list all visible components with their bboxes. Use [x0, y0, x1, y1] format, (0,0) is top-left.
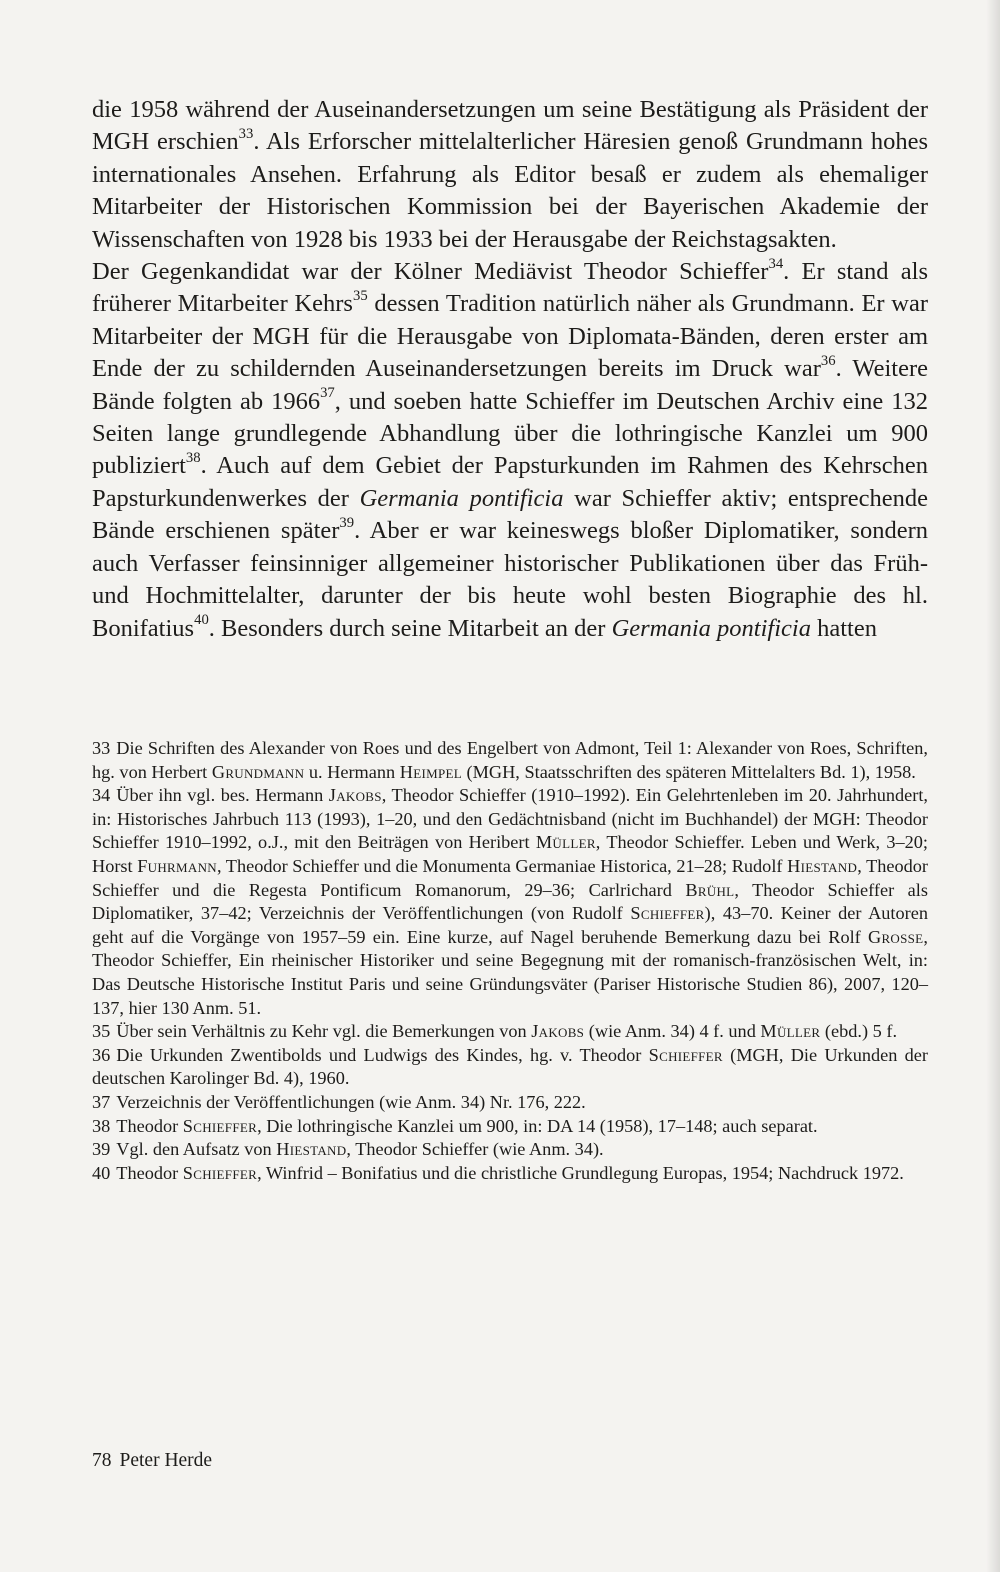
- footnote-ref-40[interactable]: 40: [194, 612, 209, 629]
- paragraph-1: die 1958 während der Auseinandersetzungen um seine Bestätigung als Präsident der MGH erschien$^{33}$. Als Erforscher mittelalterlicher Häresien genoß Grundmann hohes internationales Ansehen. Erfahrung als Editor besaß er zudem als ehemaliger Mitarbeiter der Historischen Kommission bei der Bayerischen Akademie der Wissenschaften von 1928 bis 1933 bei der Herausgabe der Reichstagsakten.: [92, 96, 928, 253]
- footnote-34: 34 Über ihn vgl. bes. Hermann Jakobs, Theodor Schieffer (1910–1992). Ein Gelehrtenleben im 20. Jahrhundert, in: Historisches Jahrbuch 113 (1993), 1–20, und den Gedächtnisband (nicht im Buchhandel) der MGH: Theodor Schieffer 1910–1992, o.J., mit den Beiträgen von Heribert Müller, Theodor Schieffer. Leben und Werk, 3–20; Horst Fuhrmann, Theodor Schieffer und die Monumenta Germaniae Historica, 21–28; Rudolf Hiestand, Theodor Schieffer und die Regesta Pontificum Romanorum, 29–36; Carlrichard Brühl, Theodor Schieffer als Diplomatiker, 37–42; Verzeichnis der Veröffentlichungen (von Rudolf Schieffer), 43–70. Keiner der Autoren geht auf die Vorgänge von 1957–59 ein. Eine kurze, auf Nagel beruhende Bemerkung dazu bei Rolf Grosse, Theodor Schieffer, Ein rheinischer Historiker und seine Begegnung mit der romanisch-französischen Welt, in: Das Deutsche Historische Institut Paris und seine Gründungsväter (Pariser Historische Studien 86), 2007, 120–137, hier 130 Anm. 51.: [92, 785, 929, 1018]
- italic-title: Germania pontificia: [359, 484, 564, 512]
- footnote-number: 40: [92, 1162, 111, 1183]
- footnote-40: 40 Theodor Schieffer, Winfrid – Bonifatius und die christliche Grundlegung Europas, 1954; Nachdruck 1972.: [92, 1162, 904, 1183]
- footnote-number: 33: [92, 738, 111, 758]
- footnote-ref-39[interactable]: 39: [339, 514, 355, 531]
- page-number: 78: [92, 1450, 112, 1471]
- footnote-ref-38[interactable]: 38: [185, 450, 201, 467]
- main-text: [92, 94, 928, 645]
- footnote-37: 37 Verzeichnis der Veröffentlichungen (wie Anm. 34) Nr. 176, 222.: [92, 1091, 586, 1112]
- footnote-number: 35: [92, 1021, 111, 1042]
- footnote-35: 35 Über sein Verhältnis zu Kehr vgl. die Bemerkungen von Jakobs (wie Anm. 34) 4 f. und Müller (ebd.) 5 f.: [92, 1021, 898, 1042]
- footnote-number: 37: [92, 1091, 111, 1112]
- footnote-33: 33 Die Schriften des Alexander von Roes und des Engelbert von Admont, Teil 1: Alexander von Roes, Schriften, hg. von Herbert Grundmann u. Hermann Heimpel (MGH, Staatsschriften des späteren Mittelalters Bd. 1), 1958.: [92, 738, 928, 782]
- footnote-ref-37[interactable]: 37: [320, 385, 335, 402]
- footnote-38: 38 Theodor Schieffer, Die lothringische Kanzlei um 900, in: DA 14 (1958), 17–148; auch separat.: [92, 1115, 818, 1136]
- page-edge-shadow: [986, 0, 1000, 1572]
- footnote-number: 38: [92, 1115, 111, 1136]
- footnote-ref-33[interactable]: 33: [238, 126, 254, 143]
- page-footer: [92, 1450, 212, 1472]
- footnote-39: 39 Vgl. den Aufsatz von Hiestand, Theodor Schieffer (wie Anm. 34).: [92, 1139, 604, 1160]
- footnote-number: 34: [92, 785, 111, 806]
- italic-title: Germania pontificia: [611, 614, 811, 642]
- footnote-36: 36 Die Urkunden Zwentibolds und Ludwigs des Kindes, hg. v. Theodor Schieffer (MGH, Die Urkunden der deutschen Karolinger Bd. 4), 1960.: [92, 1044, 928, 1089]
- footnote-ref-35[interactable]: 35: [352, 288, 368, 305]
- footnote-ref-34[interactable]: 34: [768, 255, 784, 272]
- footnote-ref-36[interactable]: 36: [820, 352, 836, 369]
- footnote-number: 39: [92, 1139, 111, 1160]
- footnote-number: 36: [92, 1044, 111, 1065]
- paragraph-2: Der Gegenkandidat war der Kölner Mediävist Theodor Schieffer$^{34}$. Er stand als früherer Mitarbeiter Kehrs$^{35}$ dessen Tradition natürlich näher als Grundmann. Er war Mitarbeiter der MGH für die Herausgabe von Diplomata-Bänden, deren erster am Ende der zu schildernden Auseinandersetzungen bereits im Druck war$^{36}$. Weitere Bände folgten ab 1966$^{37}$, und soeben hatte Schieffer im Deutschen Archiv eine 132 Seiten lange grundlegende Abhandlung über die lothringische Kanzlei um 900 publiziert$^{38}$. Auch auf dem Gebiet der Papsturkunden im Rahmen des Kehrschen Papsturkundenwerkes der Germania pontificia war Schieffer aktiv; entsprechende Bände erschienen später$^{39}$. Aber er war keineswegs bloßer Diplomatiker, sondern auch Verfasser feinsinniger allgemeiner historischer Publikationen über das Früh- und Hochmittelalter, darunter der bis heute wohl besten Biographie des hl. Bonifatius$^{40}$. Besonders durch seine Mitarbeit an der Germania pontificia hatten: [92, 255, 929, 642]
- footnotes: [92, 737, 928, 1185]
- running-author: Peter Herde: [119, 1450, 213, 1471]
